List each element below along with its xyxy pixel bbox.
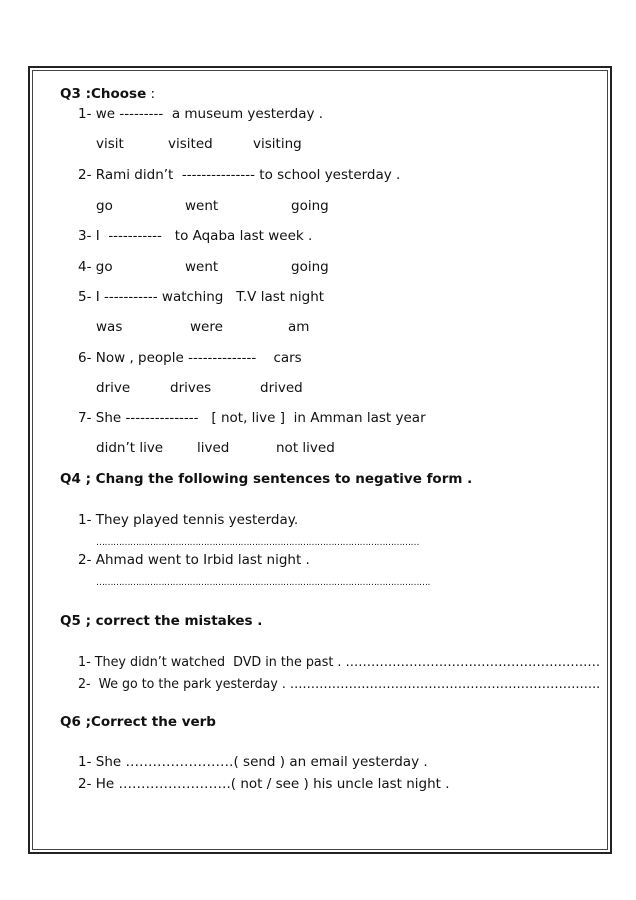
q3-item-7-option-2: lived [197,440,230,456]
q4-item-1: 1- They played tennis yesterday. [78,512,299,528]
q3-item-7: 7- She --------------- [ not, live ] in Amman last year [78,410,426,426]
q3-item-1-option-1: visit [96,136,124,152]
q3-item-1-option-2: visited [168,136,213,152]
q3-item-4-option-1: went [185,259,219,275]
q5-item-1: 1- They didn’t watched DVD in the past . …………………………………………………… [78,654,601,670]
q3-item-5: 5- I ----------- watching T.V last night [78,289,325,305]
q3-item-1: 1- we --------- a museum yesterday . [78,106,324,122]
q5-item-2: 2- We go to the park yesterday . ……………………………………………………………….. [78,676,601,692]
q5-heading: Q5 ; correct the mistakes . [60,613,263,629]
q3-item-5-option-1: was [96,319,123,335]
q3-item-2-option-1: go [96,198,113,214]
q4-item-1-answer-line[interactable]: …………………………………………………………………………………………………… [96,538,419,548]
q3-heading: Q3 :Choose : [60,86,156,102]
page-border-inner [32,70,608,850]
q3-item-2-option-3: going [291,198,329,214]
q3-item-6-option-2: drives [170,380,212,396]
q4-item-2-answer-line[interactable]: ………………………………………………………………………………………………………. [96,578,430,588]
q3-item-5-option-2: were [190,319,223,335]
q3-item-6-option-3: drived [260,380,303,396]
q3-item-7-option-1: didn’t live [96,440,164,456]
q3-item-1-option-3: visiting [253,136,302,152]
q6-item-1: 1- She ……………………( send ) an email yesterday . [78,754,428,770]
q3-item-6-option-1: drive [96,380,131,396]
q3-item-5-option-3: am [288,319,310,335]
q4-item-2: 2- Ahmad went to Irbid last night . [78,552,310,568]
q3-item-2-option-2: went [185,198,219,214]
q3-item-4: 4- go [78,259,113,275]
q3-item-6: 6- Now , people -------------- cars [78,350,302,366]
q3-item-7-option-3: not lived [276,440,335,456]
q3-item-4-option-2: going [291,259,329,275]
q3-item-3: 3- I ----------- to Aqaba last week . [78,228,313,244]
q4-heading: Q4 ; Chang the following sentences to negative form . [60,471,473,487]
q6-heading: Q6 ;Correct the verb [60,714,216,730]
q6-item-2: 2- He …………………….( not / see ) his uncle last night . [78,776,450,792]
q3-item-2: 2- Rami didn’t --------------- to school yesterday . [78,167,401,183]
